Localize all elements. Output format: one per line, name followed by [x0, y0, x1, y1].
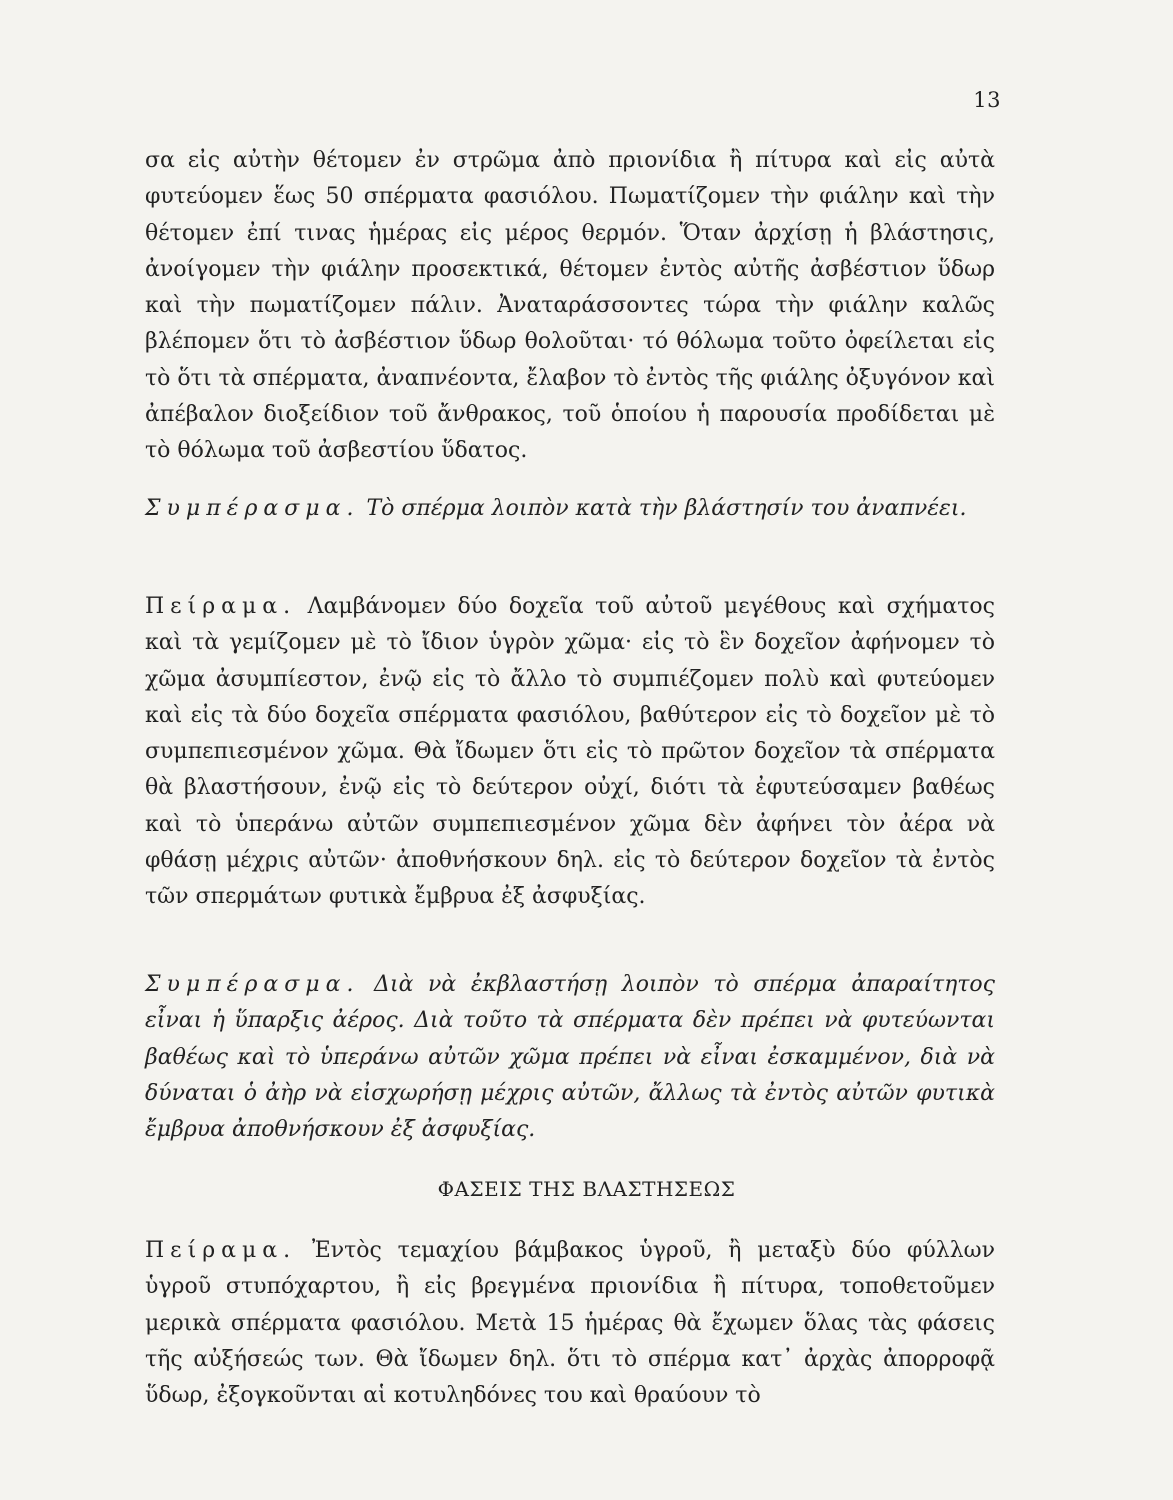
- page-number: 13: [973, 88, 1001, 112]
- paragraph-conclusion-2: [145, 967, 995, 1148]
- paragraph-conclusion-1: [145, 491, 995, 527]
- paragraph-experiment-2: [145, 589, 995, 916]
- paragraph-experiment-3: [145, 1233, 995, 1414]
- conclusion-text: Τὸ σπέρμα λοιπὸν κατὰ τὴν βλάστησίν του ἀναπνέει.: [359, 496, 967, 521]
- experiment-label: Πείραμα.: [145, 594, 297, 619]
- conclusion-label: Συμπέρασμα.: [145, 972, 360, 997]
- experiment-label: Πείραμα.: [145, 1238, 297, 1263]
- conclusion-text: Διὰ νὰ ἐκβλαστήσῃ λοιπὸν τὸ σπέρμα ἀπαραίτητος εἶναι ἡ ὕπαρξις ἀέρος. Διὰ τοῦτο τὰ σπέρματα δὲν πρέπει νὰ φυτεύωνται βαθέως καὶ τὸ ὑπεράνω αὐτῶν χῶμα πρέπει νὰ εἶναι ἐσκαμμένον, διὰ νὰ δύναται ὁ ἀὴρ νὰ εἰσχωρήσῃ μέχρις αὐτῶν, ἄλλως τὰ ἐντὸς αὐτῶν φυτικὰ ἔμβρυα ἀποθνήσκουν ἐξ ἀσφυξίας.: [145, 972, 995, 1143]
- experiment-text: Ἐντὸς τεμαχίου βάμβακος ὑγροῦ, ἢ μεταξὺ δύο φύλλων ὑγροῦ στυπόχαρτου, ἢ εἰς βρεγμένα πριονίδια ἢ πίτυρα, τοποθετοῦμεν μερικὰ σπέρματα φασιόλου. Μετὰ 15 ἡμέρας θὰ ἔχωμεν ὅλας τὰς φάσεις τῆς αὐξήσεώς των. Θὰ ἴδωμεν δηλ. ὅτι τὸ σπέρμα κατ᾿ ἀρχὰς ἀπορροφᾷ ὕδωρ, ἐξογκοῦνται αἱ κοτυληδόνες του καὶ θραύουν τὸ: [145, 1238, 995, 1409]
- paragraph-experiment-continuation: [145, 143, 995, 470]
- paragraph-text: σα εἰς αὐτὴν θέτομεν ἐν στρῶμα ἀπὸ πριονίδια ἢ πίτυρα καὶ εἰς αὐτὰ φυτεύομεν ἕως 50 σπέρματα φασιόλου. Πωματίζομεν τὴν φιάλην καὶ τὴν θέτομεν ἐπί τινας ἡμέρας εἰς μέρος θερμόν. Ὅταν ἀρχίσῃ ἡ βλάστησις, ἀνοίγομεν τὴν φιάλην προσεκτικά, θέτομεν ἐντὸς αὐτῆς ἀσβέστιον ὕδωρ καὶ τὴν πωματίζομεν πάλιν. Ἀναταράσσοντες τώρα τὴν φιάλην καλῶς βλέπομεν ὅτι τὸ ἀσβέστιον ὕδωρ θολοῦται· τό θόλωμα τοῦτο ὀφείλεται εἰς τὸ ὅτι τὰ σπέρματα, ἀναπνέοντα, ἔλαβον τὸ ἐντὸς τῆς φιάλης ὀξυγόνον καὶ ἀπέβαλον διοξείδιον τοῦ ἄνθρακος, τοῦ ὁποίου ἡ παρουσία προδίδεται μὲ τὸ θόλωμα τοῦ ἀσβεστίου ὕδατος.: [145, 148, 995, 464]
- section-heading: ΦΑΣΕΙΣ ΤΗΣ ΒΛΑΣΤΗΣΕΩΣ: [437, 1177, 736, 1201]
- experiment-text: Λαμβάνομεν δύο δοχεῖα τοῦ αὐτοῦ μεγέθους καὶ σχήματος καὶ τὰ γεμίζομεν μὲ τὸ ἴδιον ὑγρὸν χῶμα· εἰς τὸ ἓν δοχεῖον ἀφήνομεν τὸ χῶμα ἀσυμπίεστον, ἐνῷ εἰς τὸ ἄλλο τὸ συμπιέζομεν πολὺ καὶ φυτεύομεν καὶ εἰς τὰ δύο δοχεῖα σπέρματα φασιόλου, βαθύτερον εἰς τὸ δοχεῖον μὲ τὸ συμπεπιεσμένον χῶμα. Θὰ ἴδωμεν ὅτι εἰς τὸ πρῶτον δοχεῖον τὰ σπέρματα θὰ βλαστήσουν, ἐνῷ εἰς τὸ δεύτερον οὐχί, διότι τὰ ἐφυτεύσαμεν βαθέως καὶ τὸ ὑπεράνω αὐτῶν συμπεπιεσμένον χῶμα δὲν ἀφήνει τὸν ἀέρα νὰ φθάσῃ μέχρις αὐτῶν· ἀποθνήσκουν δηλ. εἰς τὸ δεύτερον δοχεῖον τὰ ἐντὸς τῶν σπερμάτων φυτικὰ ἔμβρυα ἐξ ἀσφυξίας.: [145, 594, 995, 910]
- conclusion-label: Συμπέρασμα.: [145, 496, 360, 521]
